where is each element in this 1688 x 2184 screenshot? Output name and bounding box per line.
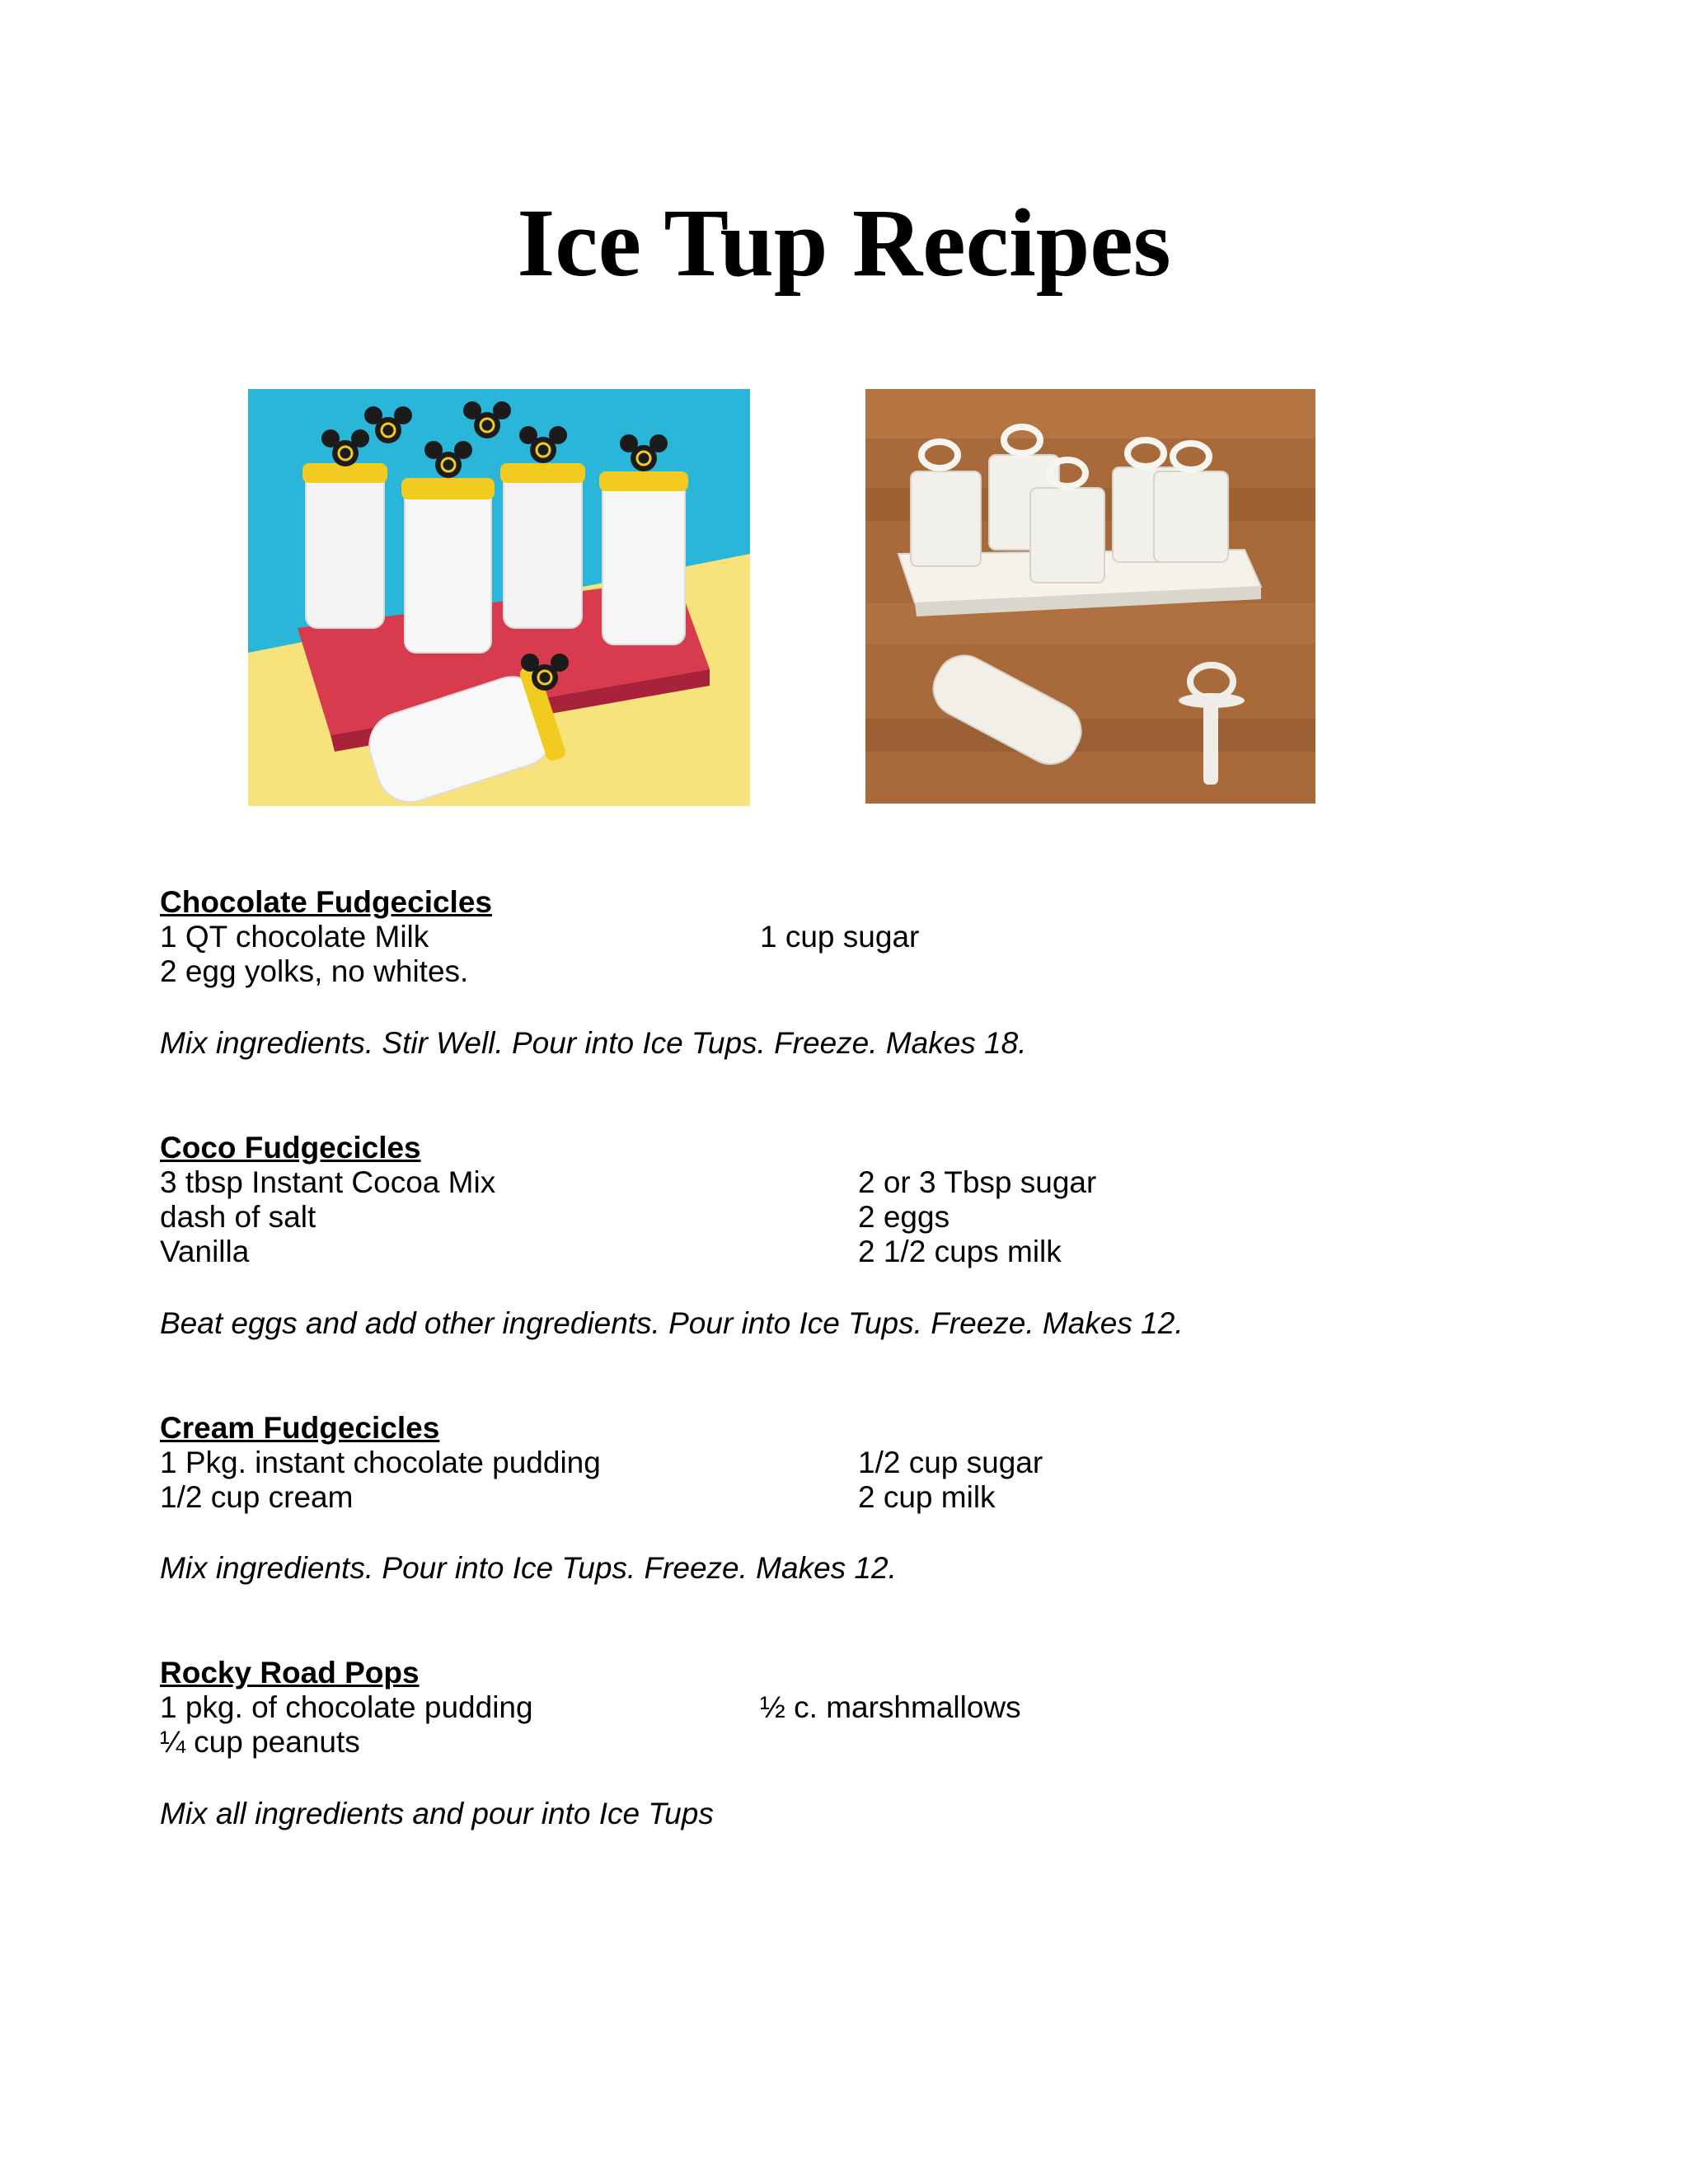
ingredient: 2 cup milk [858, 1480, 996, 1514]
ingredient: Vanilla [160, 1235, 250, 1268]
recipe-instructions: Mix ingredients. Pour into Ice Tups. Freeze. Makes 12. [160, 1551, 897, 1585]
ingredient: 1/2 cup sugar [858, 1446, 1043, 1479]
ingredient: ½ c. marshmallows [760, 1690, 1021, 1724]
recipe-instructions: Mix ingredients. Stir Well. Pour into Ice Tups. Freeze. Makes 18. [160, 1026, 1027, 1060]
recipe-title: Cream Fudgecicles [160, 1411, 440, 1445]
page-title: Ice Tup Recipes [517, 189, 1171, 297]
ingredient: 2 eggs [858, 1200, 950, 1234]
recipe-title: Rocky Road Pops [160, 1656, 420, 1690]
recipe-instructions: Mix all ingredients and pour into Ice Tups [160, 1797, 714, 1830]
ingredient: 3 tbsp Instant Cocoa Mix [160, 1165, 496, 1199]
ingredient: 1 QT chocolate Milk [160, 920, 429, 954]
ingredient: 1/2 cup cream [160, 1480, 354, 1514]
recipe-instructions: Beat eggs and add other ingredients. Pour into Ice Tups. Freeze. Makes 12. [160, 1306, 1184, 1340]
recipe-title: Chocolate Fudgecicles [160, 885, 492, 919]
ingredient: 1 cup sugar [760, 920, 920, 954]
ingredient: ¼ cup peanuts [160, 1725, 360, 1759]
ingredient: 1 Pkg. instant chocolate pudding [160, 1446, 601, 1479]
ingredient: 2 egg yolks, no whites. [160, 954, 469, 988]
mickey-ice-tup-molds-photo [248, 389, 750, 806]
ingredient: 1 pkg. of chocolate pudding [160, 1690, 533, 1724]
recipe-title: Coco Fudgecicles [160, 1131, 421, 1165]
ingredient: dash of salt [160, 1200, 316, 1234]
white-ice-tup-molds-photo [865, 389, 1315, 804]
ingredient: 2 or 3 Tbsp sugar [858, 1165, 1097, 1199]
ingredient: 2 1/2 cups milk [858, 1235, 1062, 1268]
